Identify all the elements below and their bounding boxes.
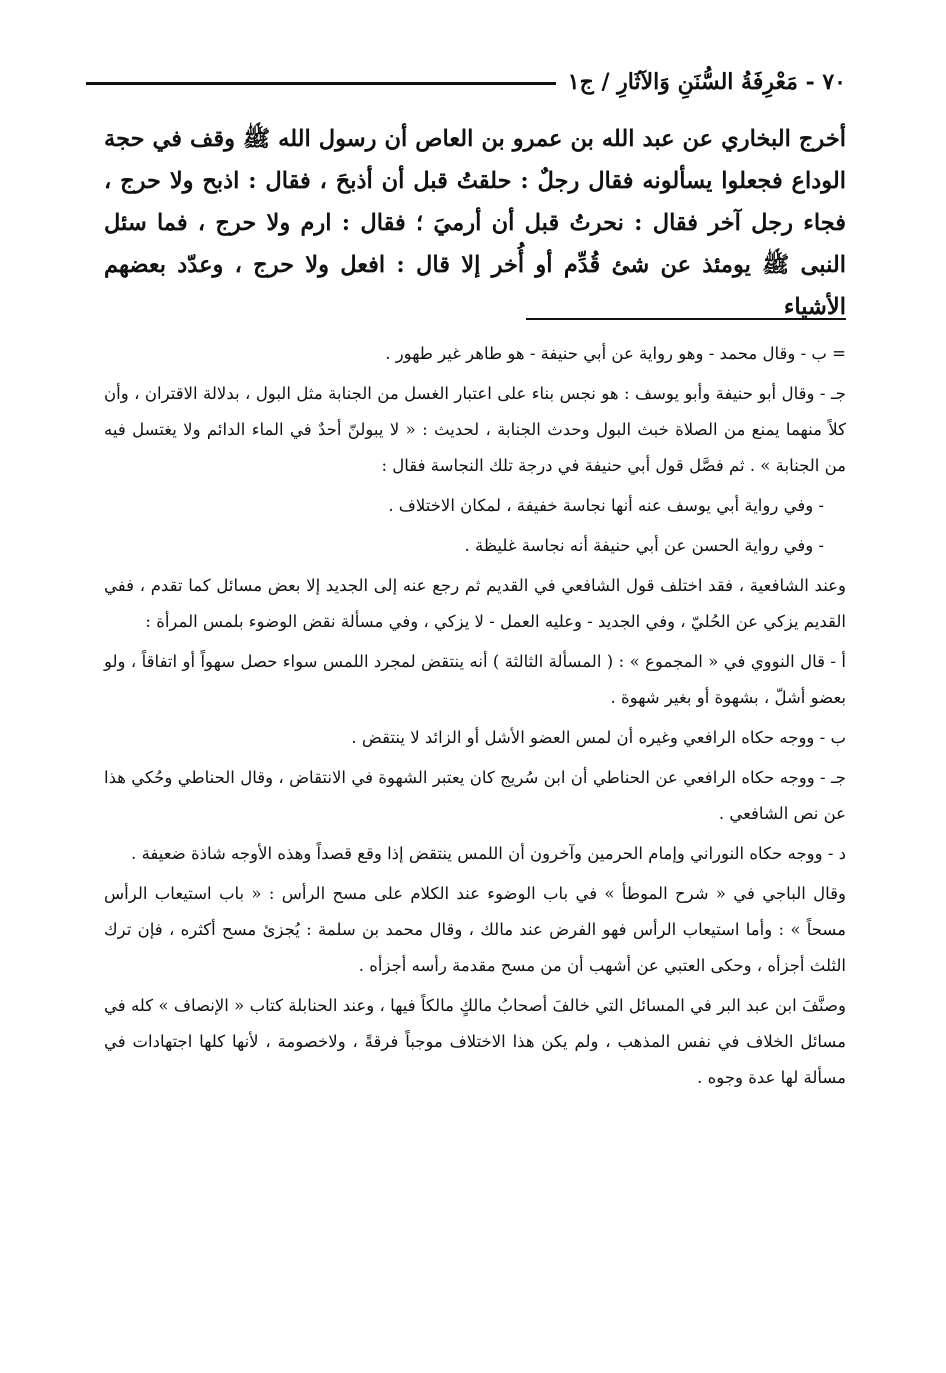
footnote-paragraph: وصنَّفَ ابن عبد البر في المسائل التي خالفَ أصحابُ مالكٍ مالكاً فيها ، وعند الحنابلة كتاب « الإنصاف » كله في مسائل الخلاف في نفس المذهب ، ولم يكن هذا الاختلاف موجباً فرقةً ، ولاخصومة ، لأنها كلها اجتهادات في مسألة لها عدة وجوه . (104, 996, 846, 1087)
header-rule (86, 82, 556, 85)
footnote-paragraph: أ - قال النووي في « المجموع » : ( المسألة الثالثة ) أنه ينتقض لمجرد اللمس سواء حصل سهواً أو اتفاقاً ، ولو بعضو أشلّ ، بشهوة أو بغير شهوة . (104, 652, 846, 707)
footnote-paragraph: - وفي رواية أبي يوسف عنه أنها نجاسة خفيفة ، لمكان الاختلاف . (388, 496, 824, 515)
footnote-paragraph: وعند الشافعية ، فقد اختلف قول الشافعي في القديم ثم رجع عنه إلى الجديد إلا بعض مسائل كما تقدم ، ففي القديم يزكي عن الحُليّ ، وفي الجديد - وعليه العمل - لا يزكي ، وفي مسألة نقض الوضوء بلمس المرأة : (104, 576, 846, 631)
footnote-separator (526, 318, 846, 320)
footnote-paragraph: - وفي رواية الحسن عن أبي حنيفة أنه نجاسة غليظة . (464, 536, 824, 555)
footnotes-block (104, 336, 846, 1100)
main-paragraph: أخرج البخاري عن عبد الله بن عمرو بن العاص أن رسول الله ﷺ وقف في حجة الوداع فجعلوا يسألونه فقال رجلٌ : حلقتُ قبل أن أذبحَ ، فقال : اذبح ولا حرج ، فجاء رجل آخر فقال : نحرتُ قبل أن أرميَ ؛ فقال : ارم ولا حرج ، فما سئل النبى ﷺ يومئذ عن شئ قُدِّم أو أُخر إلا قال : افعل ولا حرج ، وعدّد بعضهم الأشياء (104, 126, 846, 320)
footnote-paragraph: = ب - وقال محمد - وهو رواية عن أبي حنيفة - هو طاهر غير طهور . (385, 344, 846, 363)
footnote-paragraph: وقال الباجي في « شرح الموطأ » في باب الوضوء عند الكلام على مسح الرأس : « باب استيعاب الرأس مسحاً » : وأما استيعاب الرأس فهو الفرض عند مالك ، وقال محمد بن سلمة : يُجزئ مسح أكثره ، فإن ترك الثلث أجزأه ، وحكى العتبي عن أشهب أن من مسح مقدمة رأسه أجزأه . (104, 884, 846, 975)
page-header (86, 62, 846, 102)
footnote-paragraph: ب - ووجه حكاه الرافعي وغيره أن لمس العضو الأشل أو الزائد لا ينتقض . (351, 728, 846, 747)
running-header-title: ٧٠ - مَعْرِفَةُ السُّنَنِ وَالآثَارِ / ج١ (567, 69, 846, 95)
footnote-paragraph: د - ووجه حكاه النوراني وإمام الحرمين وآخرون أن اللمس ينتقض إذا وقع قصداً وهذه الأوجه شاذة ضعيفة . (131, 844, 846, 863)
main-text-block (104, 118, 846, 328)
footnote-paragraph: جـ - ووجه حكاه الرافعي عن الحناطي أن ابن سُريج كان يعتبر الشهوة في الانتقاض ، وقال الحناطي وحُكي هذا عن نص الشافعي . (104, 768, 846, 823)
footnote-paragraph: جـ - وقال أبو حنيفة وأبو يوسف : هو نجس بناء على اعتبار الغسل من الجنابة مثل البول ، بدلالة الاقتران ، وأن كلاً منهما يمنع من الصلاة خبث البول وحدث الجنابة ، لحديث : « لا يبولنّ أحدٌ في الماء الدائم ولا يغتسل فيه من الجنابة » . ثم فصَّل قول أبي حنيفة في درجة تلك النجاسة فقال : (104, 384, 846, 475)
